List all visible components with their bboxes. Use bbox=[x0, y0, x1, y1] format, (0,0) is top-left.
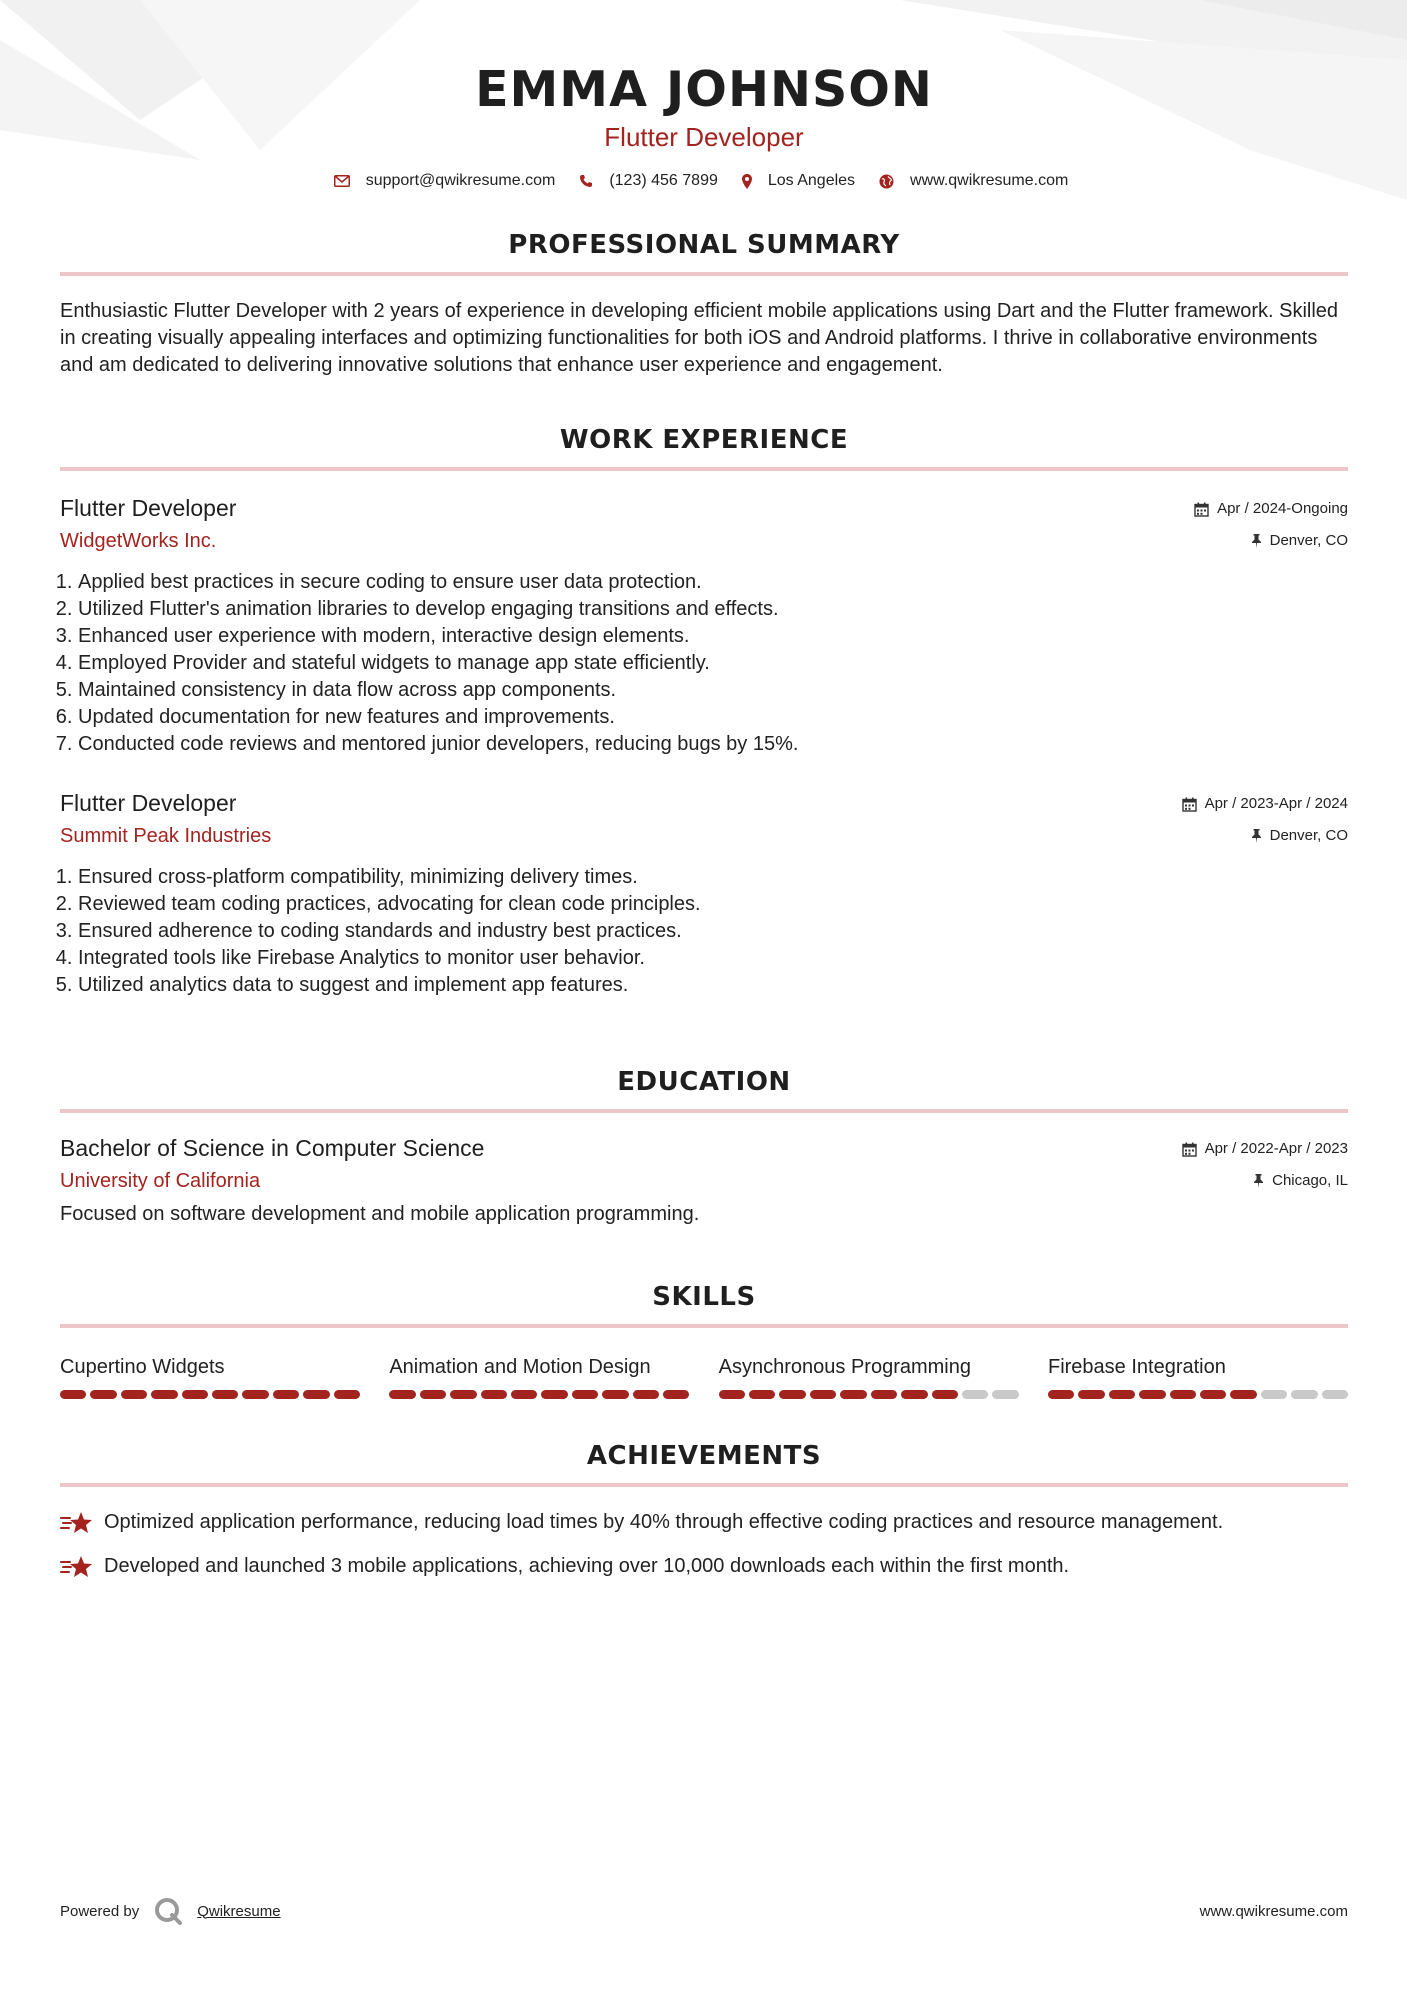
skill-level-segment-empty bbox=[1322, 1390, 1348, 1399]
pushpin-icon bbox=[1251, 534, 1262, 548]
section-divider bbox=[60, 1483, 1348, 1487]
qwikresume-logo-icon bbox=[153, 1896, 183, 1926]
education-section bbox=[60, 1065, 1348, 1228]
achievements-section bbox=[60, 1439, 1348, 1580]
achievement-item bbox=[60, 1509, 1348, 1536]
job-location-text: Denver, CO bbox=[1269, 827, 1348, 844]
contact-website[interactable] bbox=[879, 172, 1068, 190]
skill-level-segment-filled bbox=[663, 1390, 689, 1399]
education-school: University of California bbox=[60, 1170, 261, 1192]
job-entry bbox=[60, 493, 1348, 758]
list-item: 1. Applied best practices in secure coding to ensure user data protection. bbox=[78, 569, 1348, 596]
skill-level-segment-filled bbox=[1200, 1390, 1226, 1399]
job-bullets bbox=[60, 569, 1348, 758]
skill-level-segment-filled bbox=[871, 1390, 897, 1399]
calendar-icon bbox=[1182, 797, 1197, 812]
skill-level-segment-empty bbox=[992, 1390, 1018, 1399]
education-heading: EDUCATION bbox=[617, 1067, 791, 1097]
skills-list bbox=[60, 1354, 1348, 1399]
job-role: Flutter Developer bbox=[60, 790, 237, 816]
job-location-text: Denver, CO bbox=[1269, 532, 1348, 549]
education-location bbox=[1182, 1171, 1348, 1191]
skill-name: Asynchronous Programming bbox=[718, 1356, 971, 1378]
job-dates-text: Apr / 2023-Apr / 2024 bbox=[1204, 795, 1348, 812]
skill-level-segment-filled bbox=[1230, 1390, 1256, 1399]
skill-level-segment-filled bbox=[840, 1390, 866, 1399]
calendar-icon bbox=[1182, 1142, 1197, 1157]
skill-level-segment-filled bbox=[572, 1390, 598, 1399]
skill-level-segment-filled bbox=[1078, 1390, 1104, 1399]
skill-level-bar bbox=[1048, 1390, 1348, 1399]
job-location bbox=[1194, 531, 1348, 551]
skill-level-bar bbox=[389, 1390, 689, 1399]
skill-level-segment-filled bbox=[182, 1390, 208, 1399]
list-item: 1. Ensured cross-platform compatibility, minimizing delivery times. bbox=[78, 864, 1348, 891]
skill-level-segment-filled bbox=[1048, 1390, 1074, 1399]
job-company: WidgetWorks Inc. bbox=[60, 530, 217, 552]
skill-item bbox=[389, 1354, 689, 1399]
skill-level-segment-filled bbox=[932, 1390, 958, 1399]
skill-item bbox=[60, 1354, 360, 1399]
job-location bbox=[1182, 826, 1348, 846]
skill-level-segment-filled bbox=[511, 1390, 537, 1399]
job-dates bbox=[1182, 794, 1348, 814]
skill-level-segment-empty bbox=[962, 1390, 988, 1399]
section-divider bbox=[60, 272, 1348, 276]
skill-level-segment-filled bbox=[212, 1390, 238, 1399]
skill-level-segment-empty bbox=[1261, 1390, 1287, 1399]
skill-level-segment-filled bbox=[810, 1390, 836, 1399]
contact-bar bbox=[60, 172, 1348, 190]
list-item: 4. Integrated tools like Firebase Analytics to monitor user behavior. bbox=[78, 945, 1348, 972]
skill-level-bar bbox=[719, 1390, 1019, 1399]
skill-level-segment-filled bbox=[719, 1390, 745, 1399]
list-item: 7. Conducted code reviews and mentored junior developers, reducing bugs by 15%. bbox=[78, 731, 1348, 758]
skills-section bbox=[60, 1280, 1348, 1399]
section-divider bbox=[60, 1324, 1348, 1328]
job-company: Summit Peak Industries bbox=[60, 825, 272, 847]
job-dates bbox=[1194, 499, 1348, 519]
achievements-heading: ACHIEVEMENTS bbox=[586, 1441, 822, 1471]
globe-icon bbox=[879, 174, 894, 189]
job-dates-text: Apr / 2024-Ongoing bbox=[1217, 500, 1348, 517]
pushpin-icon bbox=[1251, 829, 1262, 843]
candidate-title: Flutter Developer bbox=[604, 122, 804, 152]
skill-name: Cupertino Widgets bbox=[60, 1356, 225, 1378]
skill-level-segment-filled bbox=[481, 1390, 507, 1399]
list-item: 3. Enhanced user experience with modern, interactive design elements. bbox=[78, 623, 1348, 650]
skill-level-segment-filled bbox=[273, 1390, 299, 1399]
skill-level-segment-filled bbox=[450, 1390, 476, 1399]
resume-header bbox=[60, 0, 1348, 190]
skill-level-segment-filled bbox=[602, 1390, 628, 1399]
skill-name: Animation and Motion Design bbox=[389, 1356, 651, 1378]
skill-level-segment-filled bbox=[60, 1390, 86, 1399]
skill-item bbox=[719, 1354, 1019, 1399]
list-item: 3. Ensured adherence to coding standards and industry best practices. bbox=[78, 918, 1348, 945]
skill-level-segment-filled bbox=[420, 1390, 446, 1399]
phone-icon bbox=[579, 174, 593, 188]
experience-heading: WORK EXPERIENCE bbox=[559, 425, 849, 455]
list-item: 4. Employed Provider and stateful widgets to manage app state efficiently. bbox=[78, 650, 1348, 677]
list-item: 2. Reviewed team coding practices, advocating for clean code principles. bbox=[78, 891, 1348, 918]
calendar-icon bbox=[1194, 502, 1209, 517]
summary-section bbox=[60, 228, 1348, 379]
contact-email-text: support@qwikresume.com bbox=[365, 172, 556, 189]
list-item: 5. Utilized analytics data to suggest and implement app features. bbox=[78, 972, 1348, 999]
job-entry bbox=[60, 788, 1348, 999]
skill-level-segment-filled bbox=[303, 1390, 329, 1399]
skill-level-segment-filled bbox=[242, 1390, 268, 1399]
skill-level-segment-filled bbox=[633, 1390, 659, 1399]
education-dates-text: Apr / 2022-Apr / 2023 bbox=[1204, 1140, 1348, 1157]
contact-phone[interactable] bbox=[579, 172, 718, 190]
contact-location bbox=[742, 172, 855, 190]
experience-section bbox=[60, 423, 1348, 999]
skill-level-segment-filled bbox=[90, 1390, 116, 1399]
contact-website-text: www.qwikresume.com bbox=[910, 172, 1069, 189]
skill-level-bar bbox=[60, 1390, 360, 1399]
education-dates bbox=[1182, 1139, 1348, 1159]
contact-email[interactable] bbox=[334, 172, 556, 190]
skill-level-segment-filled bbox=[749, 1390, 775, 1399]
skill-level-segment-filled bbox=[901, 1390, 927, 1399]
job-bullets bbox=[60, 864, 1348, 999]
candidate-name: EMMA JOHNSON bbox=[475, 61, 933, 118]
education-description: Focused on software development and mobile application programming. bbox=[60, 1203, 700, 1225]
qwikresume-link[interactable]: Qwikresume bbox=[197, 1902, 281, 1920]
section-divider bbox=[60, 1109, 1348, 1113]
education-location-text: Chicago, IL bbox=[1272, 1172, 1348, 1189]
list-item: 6. Updated documentation for new features and improvements. bbox=[78, 704, 1348, 731]
skill-level-segment-empty bbox=[1291, 1390, 1317, 1399]
skill-level-segment-filled bbox=[1170, 1390, 1196, 1399]
skill-level-segment-filled bbox=[1139, 1390, 1165, 1399]
skill-level-segment-filled bbox=[151, 1390, 177, 1399]
map-pin-icon bbox=[742, 174, 752, 189]
skill-level-segment-filled bbox=[334, 1390, 360, 1399]
resume-page bbox=[60, 0, 1348, 1580]
skills-heading: SKILLS bbox=[652, 1282, 756, 1312]
contact-location-text: Los Angeles bbox=[767, 172, 856, 189]
list-item: 5. Maintained consistency in data flow across app components. bbox=[78, 677, 1348, 704]
education-degree: Bachelor of Science in Computer Science bbox=[60, 1135, 485, 1161]
skill-name: Firebase Integration bbox=[1047, 1356, 1226, 1378]
pushpin-icon bbox=[1253, 1174, 1264, 1188]
achievement-text: Developed and launched 3 mobile applications, achieving over 10,000 downloads each within the first month. bbox=[104, 1555, 1070, 1577]
shooting-star-icon bbox=[60, 1510, 94, 1536]
education-entry bbox=[60, 1133, 1348, 1228]
summary-text: Enthusiastic Flutter Developer with 2 years of experience in developing efficient mobile applications using Dart and the Flutter framework. Skilled in creating visually appealing interfaces and optimizing functionalities for both iOS and Android platforms. I thrive in collaborative environments and am dedicated to delivering innovative solutions that enhance user experience and engagement. bbox=[60, 300, 1339, 376]
list-item: 2. Utilized Flutter's animation libraries to develop engaging transitions and effects. bbox=[78, 596, 1348, 623]
job-role: Flutter Developer bbox=[60, 495, 237, 521]
skill-item bbox=[1048, 1354, 1348, 1399]
contact-phone-text: (123) 456 7899 bbox=[609, 172, 718, 189]
footer-website[interactable]: www.qwikresume.com bbox=[1199, 1902, 1348, 1920]
envelope-icon bbox=[334, 175, 350, 187]
achievement-text: Optimized application performance, reducing load times by 40% through effective coding practices and resource management. bbox=[104, 1511, 1224, 1533]
skill-level-segment-filled bbox=[1109, 1390, 1135, 1399]
skill-level-segment-filled bbox=[779, 1390, 805, 1399]
shooting-star-icon bbox=[60, 1554, 94, 1580]
achievement-item bbox=[60, 1553, 1348, 1580]
section-divider bbox=[60, 467, 1348, 471]
powered-by-label: Powered by bbox=[60, 1902, 140, 1920]
page-footer bbox=[60, 1896, 1348, 1926]
summary-heading: PROFESSIONAL SUMMARY bbox=[508, 230, 900, 260]
skill-level-segment-filled bbox=[121, 1390, 147, 1399]
skill-level-segment-filled bbox=[389, 1390, 415, 1399]
skill-level-segment-filled bbox=[541, 1390, 567, 1399]
